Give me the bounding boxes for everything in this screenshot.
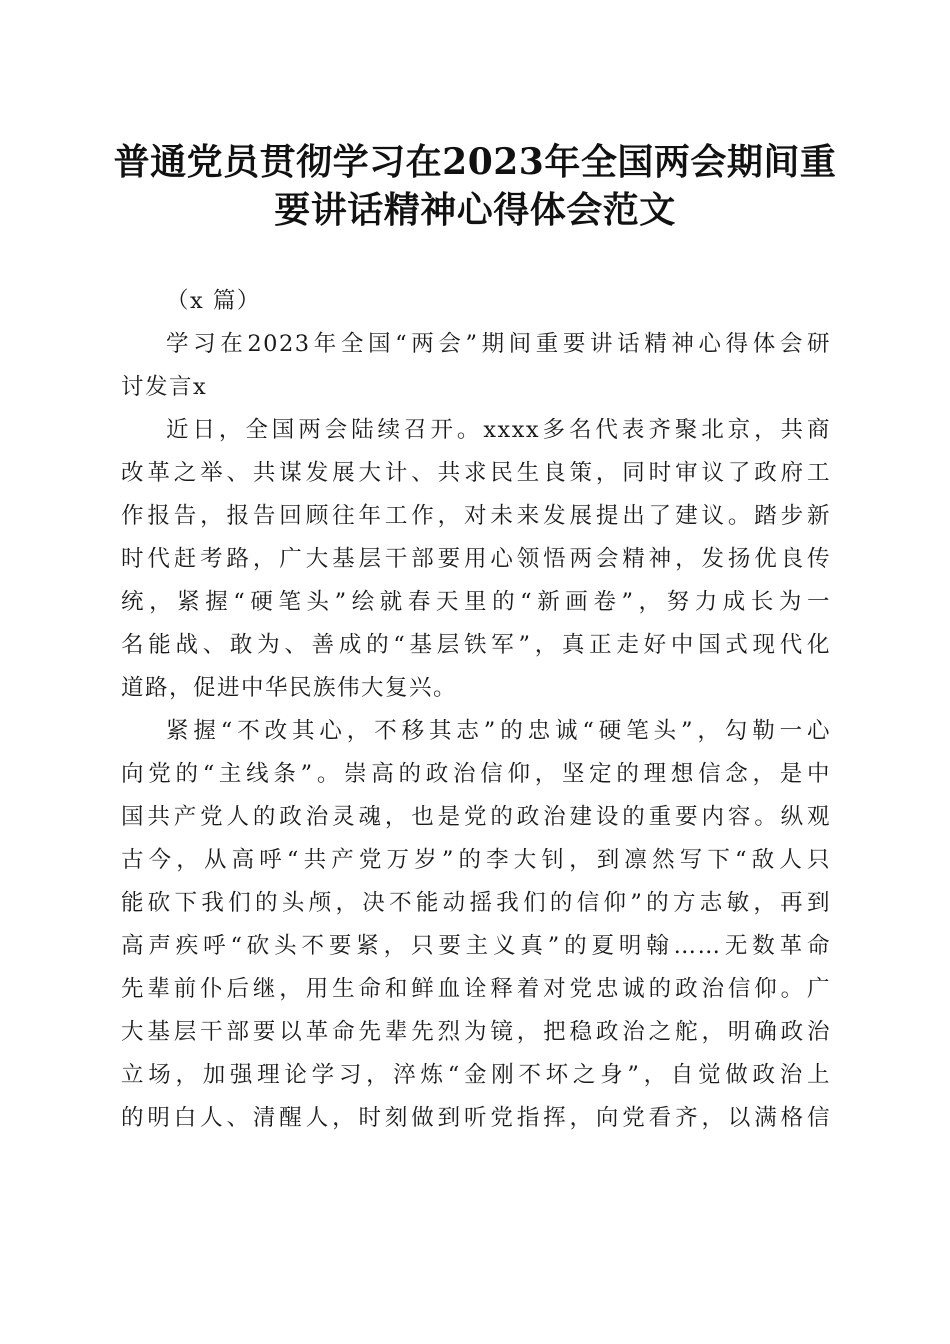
subtitle-line: 讨发言x <box>121 374 208 400</box>
section-label: （x 篇） <box>166 288 261 314</box>
paragraph-line: 高声疾呼“砍头不要紧，只要主义真”的夏明翰……无数革命 <box>121 933 831 959</box>
paragraph-line: 国共产党人的政治灵魂，也是党的政治建设的重要内容。纵观 <box>121 804 831 830</box>
paragraph-line: 先辈前仆后继，用生命和鲜血诠释着对党忠诚的政治信仰。广 <box>121 976 831 1002</box>
paragraph-line: 时代赶考路，广大基层干部要用心领悟两会精神，发扬优良传 <box>121 546 831 572</box>
title-line-2: 要讲话精神心得体会范文 <box>274 189 676 231</box>
title-line-1: 普通党员贯彻学习在2023年全国两会期间重 <box>113 141 837 183</box>
paragraph-line: 名能战、敢为、善成的“基层铁军”，真正走好中国式现代化 <box>121 632 831 658</box>
document-title <box>110 138 840 234</box>
paragraph-line: 的明白人、清醒人，时刻做到听党指挥，向党看齐，以满格信 <box>121 1105 831 1131</box>
paragraph-line: 立场，加强理论学习，淬炼“金刚不坏之身”，自觉做政治上 <box>121 1062 831 1088</box>
paragraph-line: 古今，从高呼“共产党万岁”的李大钊，到凛然写下“敌人只 <box>121 847 831 873</box>
paragraph-line: 向党的“主线条”。崇高的政治信仰，坚定的理想信念，是中 <box>121 761 831 787</box>
paragraph-line: 道路，促进中华民族伟大复兴。 <box>121 675 458 701</box>
paragraph-line: 近日，全国两会陆续召开。xxxx多名代表齐聚北京，共商 <box>166 417 831 443</box>
paragraph-line: 统，紧握“硬笔头”绘就春天里的“新画卷”，努力成长为一 <box>121 589 831 615</box>
paragraph-line: 能砍下我们的头颅，决不能动摇我们的信仰”的方志敏，再到 <box>121 890 831 916</box>
paragraph-line: 作报告，报告回顾往年工作，对未来发展提出了建议。踏步新 <box>121 503 831 529</box>
subtitle-line: 学习在2023年全国“两会”期间重要讲话精神心得体会研 <box>166 331 831 357</box>
paragraph-line: 紧握“不改其心，不移其志”的忠诚“硬笔头”，勾勒一心 <box>166 718 831 744</box>
document-body <box>121 280 831 1140</box>
paragraph-line: 大基层干部要以革命先辈先烈为镜，把稳政治之舵，明确政治 <box>121 1019 831 1045</box>
paragraph-line: 改革之举、共谋发展大计、共求民生良策，同时审议了政府工 <box>121 460 831 486</box>
